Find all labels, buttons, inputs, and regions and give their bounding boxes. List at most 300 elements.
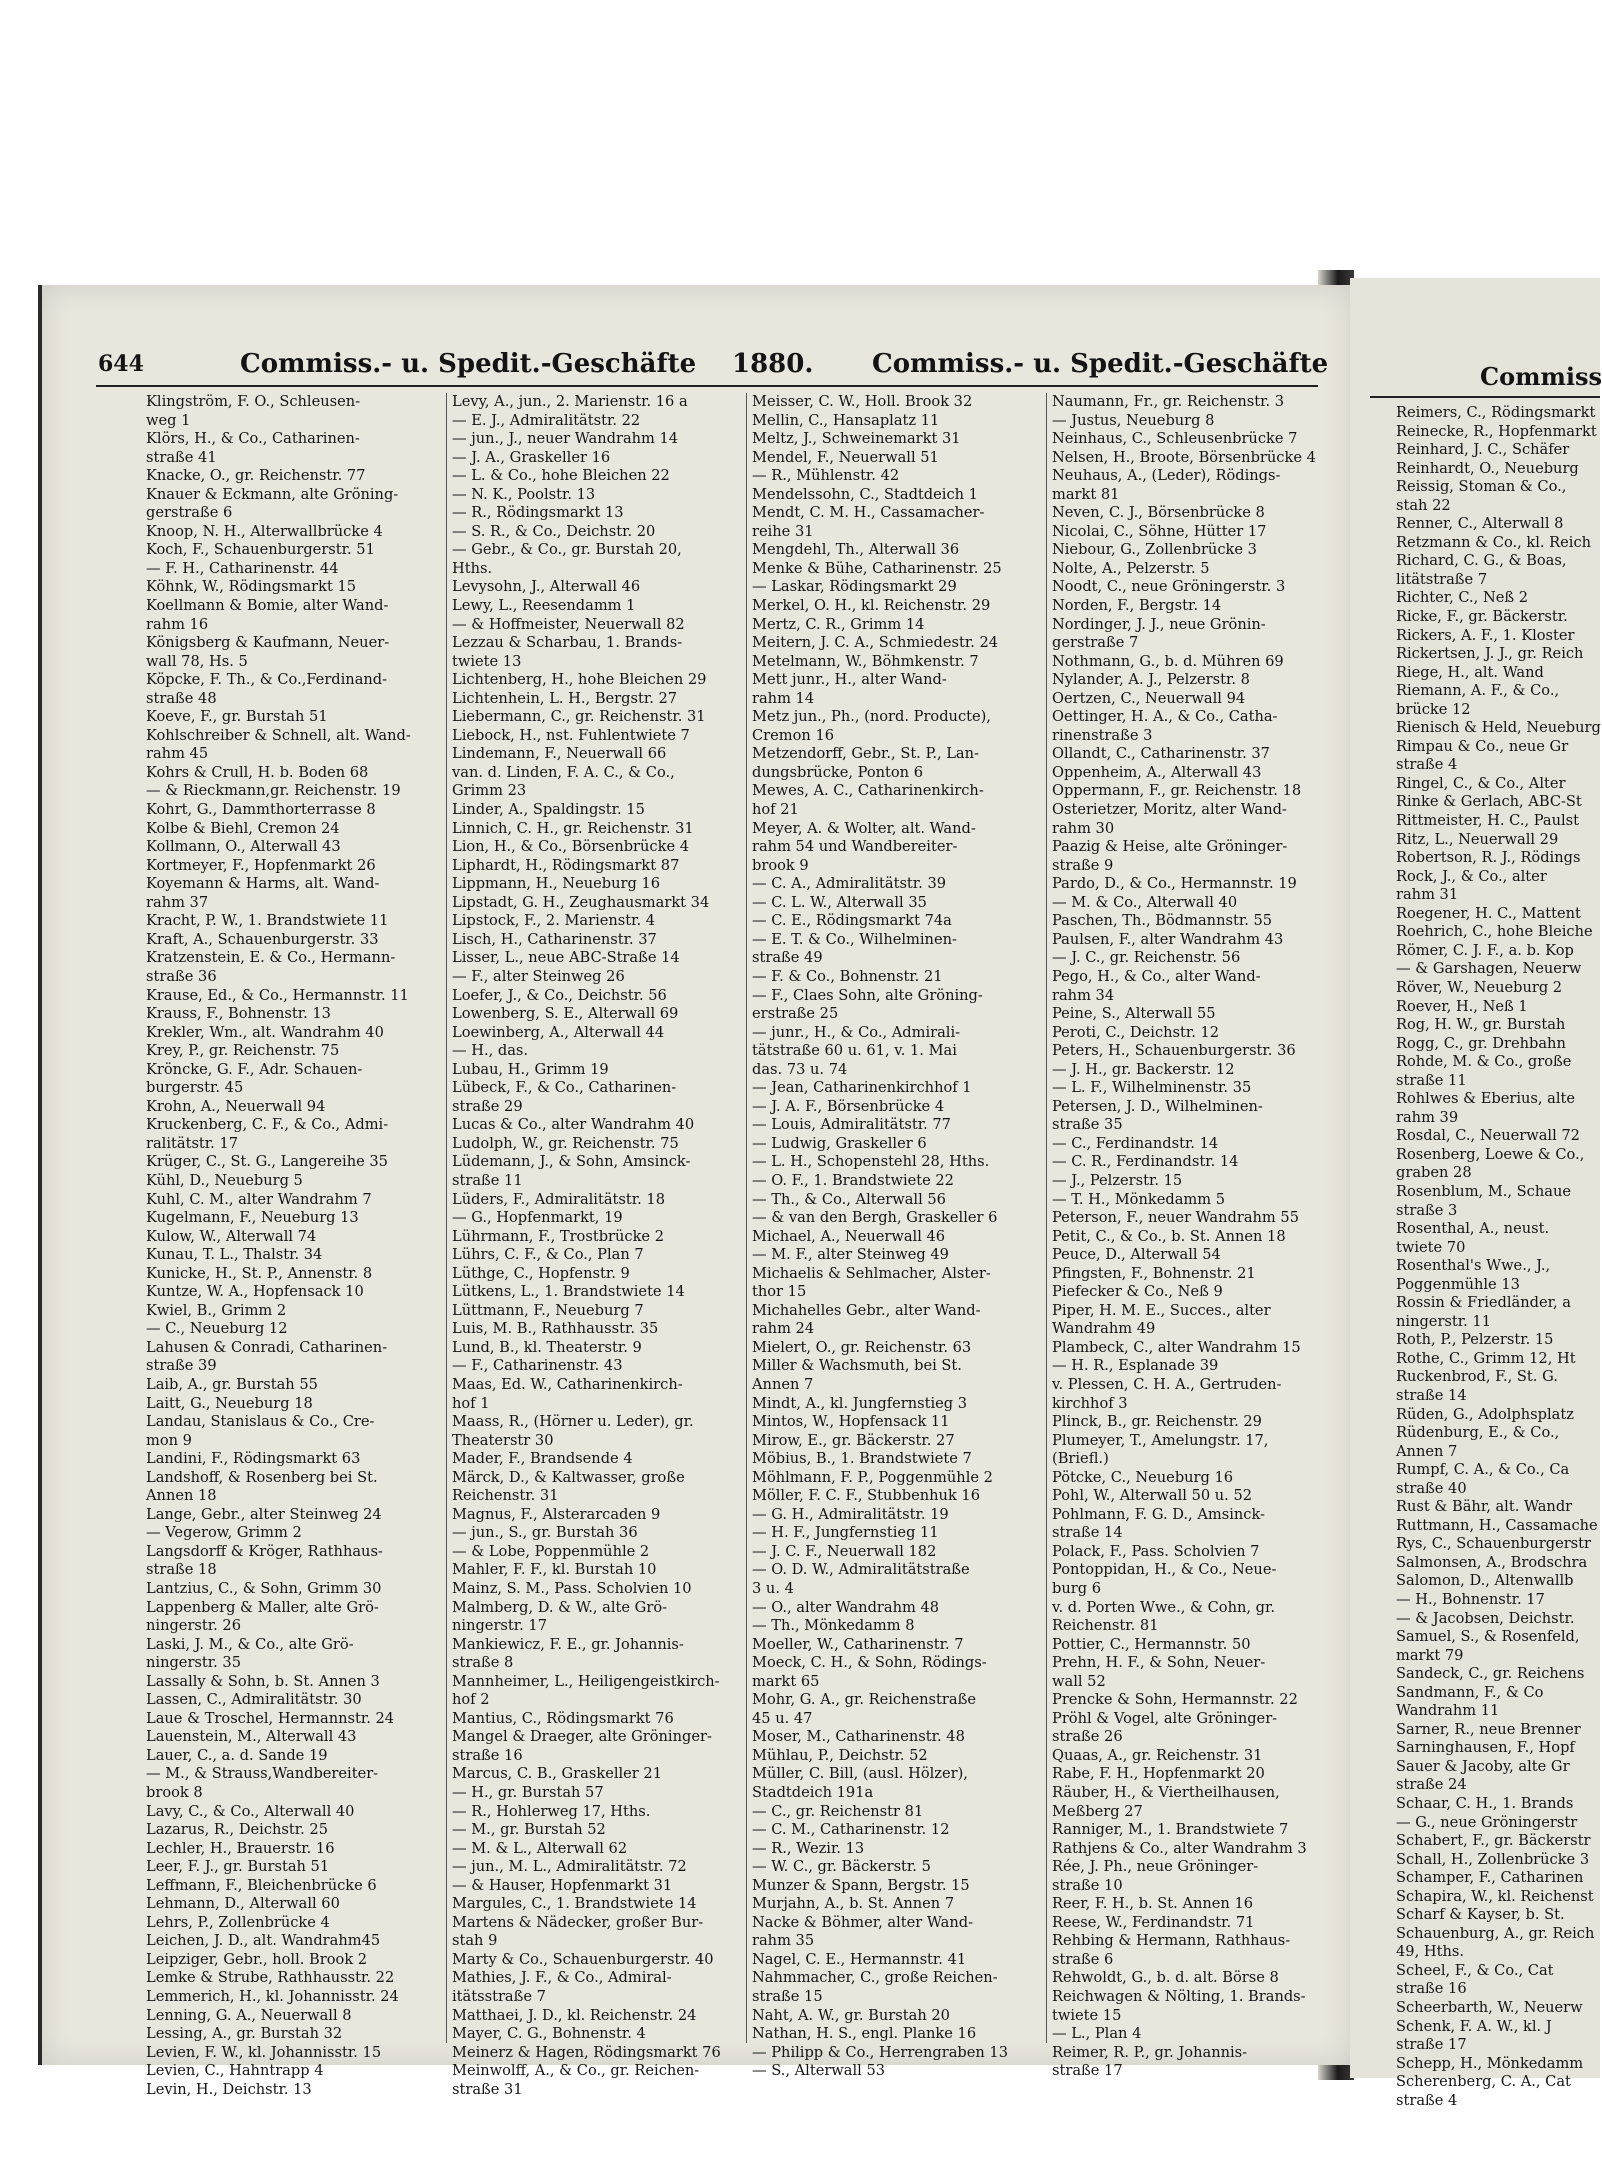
directory-entry: Roth, P., Pelzerstr. 15	[1396, 1331, 1554, 1349]
directory-entry: Lappenberg & Maller, alte Grö-	[146, 1598, 379, 1616]
directory-entry: Lenning, G. A., Neuerwall 8	[146, 2006, 352, 2024]
directory-entry: straße 24	[1396, 1776, 1467, 1794]
directory-entry: Nahmmacher, C., große Reichen-	[752, 1969, 998, 1987]
directory-entry: Scherenberg, C. A., Cat	[1396, 2073, 1571, 2091]
directory-entry: Rock, J., & Co., alter	[1396, 867, 1547, 885]
directory-entry: Lantzius, C., & Sohn, Grimm 30	[146, 1580, 382, 1597]
facing-page-title: Commiss	[1480, 362, 1602, 391]
directory-entry: Prehn, H. F., & Sohn, Neuer-	[1052, 1654, 1266, 1672]
directory-entry: Pötcke, C., Neueburg 16	[1052, 1468, 1234, 1486]
directory-entry: Peuce, D., Alterwall 54	[1052, 1246, 1221, 1264]
directory-entry: Pröhl & Vogel, alte Gröninger-	[1052, 1709, 1278, 1727]
directory-entry: Mangel & Draeger, alte Gröninger-	[452, 1728, 712, 1746]
directory-entry: Mendel, F., Neuerwall 51	[752, 448, 939, 466]
directory-entry: Lüthge, C., Hopfenstr. 9	[452, 1264, 630, 1282]
directory-entry: — S. R., & Co., Deichstr. 20	[452, 522, 656, 540]
directory-entry: twiete 70	[1396, 1238, 1466, 1256]
directory-entry: Krey, P., gr. Reichenstr. 75	[146, 1042, 340, 1060]
directory-entry: erstraße 25	[752, 1005, 839, 1023]
directory-entry: Mett junr., H., alter Wand-	[752, 671, 947, 689]
directory-entry: weg 1	[146, 411, 191, 429]
directory-entry: — Justus, Neueburg 8	[1052, 411, 1215, 429]
directory-entry: straße 4	[1396, 756, 1458, 774]
directory-entry: Rittmeister, H. C., Paulst	[1396, 812, 1580, 830]
directory-entry: — F. & Co., Bohnenstr. 21	[752, 967, 943, 985]
directory-entry: Metelmann, W., Böhmkenstr. 7	[752, 652, 979, 670]
directory-entry: brook 8	[146, 1784, 203, 1802]
directory-entry: Salmonsen, A., Brodschra	[1396, 1553, 1588, 1571]
directory-entry: straße 26	[1052, 1728, 1123, 1746]
directory-entry: — & Hauser, Hopfenmarkt 31	[452, 1876, 673, 1894]
directory-entry: Reichwagen & Nölting, 1. Brands-	[1052, 1988, 1306, 2006]
directory-entry: Wandrahm 11	[1396, 1702, 1500, 1720]
directory-entry: Annen 7	[752, 1375, 814, 1393]
directory-entry: ralitätstr. 17	[146, 1134, 239, 1152]
directory-entry: — F., Claes Sohn, alte Gröning-	[752, 986, 983, 1004]
facing-header-rule	[1370, 396, 1600, 398]
directory-entry: — L. & Co., hohe Bleichen 22	[452, 467, 670, 485]
directory-entry: Rust & Bähr, alt. Wandr	[1396, 1498, 1573, 1516]
book-page-left	[38, 285, 1352, 2098]
directory-entry: Plinck, B., gr. Reichenstr. 29	[1052, 1413, 1262, 1431]
directory-entry: straße 11	[1396, 1071, 1467, 1089]
directory-entry: Nelsen, H., Broote, Börsenbrücke 4	[1052, 448, 1316, 466]
directory-entry: — G., Hopfenmarkt, 19	[452, 1209, 623, 1227]
directory-entry: Schabert, F., gr. Bäckerstr	[1396, 1832, 1591, 1850]
directory-entry: straße 49	[752, 949, 823, 967]
directory-entry: Salomon, D., Altenwallb	[1396, 1572, 1574, 1590]
directory-entry: Koch, F., Schauenburgerstr. 51	[146, 541, 375, 559]
directory-entry: Lahusen & Conradi, Catharinen-	[146, 1338, 388, 1356]
directory-entry: thor 15	[752, 1283, 807, 1301]
directory-entry: — N. K., Poolstr. 13	[452, 485, 596, 503]
directory-entry: Ricke, F., gr. Bäckerstr.	[1396, 608, 1568, 626]
directory-entry: — O. F., 1. Brandstwiete 22	[752, 1171, 954, 1189]
directory-entry: Nicolai, C., Söhne, Hütter 17	[1052, 522, 1267, 540]
directory-entry: Koellmann & Bomie, alter Wand-	[146, 597, 389, 615]
directory-entry: — J. A. F., Börsenbrücke 4	[752, 1097, 945, 1115]
directory-entry: Langsdorff & Kröger, Rathhaus-	[146, 1542, 383, 1560]
directory-entry: Rossin & Friedländer, a	[1396, 1294, 1571, 1312]
directory-entry: Krekler, Wm., alt. Wandrahm 40	[146, 1023, 384, 1041]
directory-entry: — & Hoffmeister, Neuerwall 82	[452, 615, 685, 633]
directory-entry: Königsberg & Kaufmann, Neuer-	[146, 634, 390, 652]
directory-entry: — E. T. & Co., Wilhelminen-	[752, 930, 957, 948]
directory-entry: Rohlwes & Eberius, alte	[1396, 1090, 1576, 1108]
directory-entry: — Louis, Admiralitätstr. 77	[752, 1116, 951, 1134]
directory-entry: Annen 7	[1396, 1442, 1458, 1460]
directory-entry: — J., Pelzerstr. 15	[1052, 1171, 1183, 1189]
directory-entry: — H. R., Esplanade 39	[1052, 1357, 1219, 1375]
directory-entry: Kohrt, G., Dammthorterrasse 8	[146, 801, 376, 819]
directory-column-4	[1052, 393, 1348, 2081]
directory-entry: rahm 16	[146, 615, 209, 633]
directory-entry: Kollmann, O., Alterwall 43	[146, 838, 341, 856]
directory-entry: ningerstr. 17	[452, 1617, 547, 1635]
directory-entry: Krüger, C., St. G., Langereihe 35	[146, 1153, 388, 1171]
directory-entry: Wandrahm 49	[1052, 1320, 1156, 1338]
directory-entry: — L. F., Wilhelminenstr. 35	[1052, 1079, 1252, 1097]
directory-entry: das. 73 u. 74	[752, 1060, 848, 1078]
directory-entry: wall 78, Hs. 5	[146, 652, 248, 670]
directory-entry: straße 14	[1396, 1386, 1467, 1404]
directory-entry: — Th., & Co., Alterwall 56	[752, 1190, 946, 1208]
directory-entry: Oettinger, H. A., & Co., Catha-	[1052, 708, 1278, 726]
directory-entry: Krohn, A., Neuerwall 94	[146, 1097, 326, 1115]
directory-entry: Schamper, F., Catharinen	[1396, 1869, 1584, 1887]
directory-entry: Rosenberg, Loewe & Co.,	[1396, 1145, 1585, 1163]
directory-entry: Munzer & Spann, Bergstr. 15	[752, 1876, 970, 1894]
directory-entry: Quaas, A., gr. Reichenstr. 31	[1052, 1746, 1263, 1764]
directory-entry: Möller, F. C. F., Stubbenhuk 16	[752, 1487, 981, 1505]
directory-entry: straße 16	[1396, 1980, 1467, 1998]
directory-entry: Rüden, G., Adolphsplatz	[1396, 1405, 1574, 1423]
directory-entry: Schall, H., Zollenbrücke 3	[1396, 1850, 1590, 1868]
directory-entry: Laitt, G., Neueburg 18	[146, 1394, 313, 1412]
directory-entry: Meßberg 27	[1052, 1802, 1143, 1820]
directory-entry: Oppenheim, A., Alterwall 43	[1052, 763, 1262, 781]
book-page-right	[1350, 278, 1602, 2109]
directory-entry: Kracht, P. W., 1. Brandstwiete 11	[146, 912, 389, 930]
directory-entry: Murjahn, A., b. St. Annen 7	[752, 1895, 955, 1913]
directory-entry: Nolte, A., Pelzerstr. 5	[1052, 559, 1210, 577]
directory-entry: — R., Wezir. 13	[752, 1839, 865, 1857]
directory-entry: stah 22	[1396, 496, 1451, 514]
directory-entry: Magnus, F., Alsterarcaden 9	[452, 1505, 661, 1523]
directory-entry: Kohlschreiber & Schnell, alt. Wand-	[146, 726, 411, 744]
directory-entry: Levin, H., Deichstr. 13	[146, 2080, 312, 2098]
directory-entry: Kühl, D., Neueburg 5	[146, 1171, 303, 1189]
directory-entry: stah 9	[452, 1932, 498, 1950]
directory-entry: Lessing, A., gr. Burstah 32	[146, 2025, 343, 2043]
directory-entry: Roehrich, C., hohe Bleiche	[1396, 923, 1593, 941]
directory-entry: Köhnk, W., Rödingsmarkt 15	[146, 578, 357, 596]
directory-entry: straße 36	[146, 967, 217, 985]
directory-entry: Reinhardt, O., Neueburg	[1396, 459, 1579, 477]
directory-entry: Mertz, C. R., Grimm 14	[752, 615, 925, 633]
directory-entry: Reissig, Stoman & Co.,	[1396, 478, 1567, 496]
directory-entry: — M., & Strauss,Wandbereiter-	[146, 1765, 379, 1783]
directory-entry: Michael, A., Neuerwall 46	[752, 1227, 946, 1245]
directory-entry: — Vegerow, Grimm 2	[146, 1524, 302, 1542]
directory-entry: — J. A., Graskeller 16	[452, 448, 611, 466]
directory-entry: ningerstr. 11	[1396, 1312, 1491, 1330]
directory-entry: Lehmann, D., Alterwall 60	[146, 1895, 340, 1913]
directory-entry: graben 28	[1396, 1164, 1472, 1182]
directory-entry: straße 10	[1052, 1876, 1123, 1894]
directory-entry: — O., alter Wandrahm 48	[752, 1598, 940, 1616]
directory-entry: gerstraße 6	[146, 504, 233, 522]
directory-entry: Michahelles Gebr., alter Wand-	[752, 1301, 981, 1319]
directory-entry: Rabe, F. H., Hopfenmarkt 20	[1052, 1765, 1265, 1783]
directory-entry: Lassen, C., Admiralitätstr. 30	[146, 1691, 362, 1709]
directory-entry: Lazarus, R., Deichstr. 25	[146, 1821, 328, 1839]
directory-entry: Kraft, A., Schauenburgerstr. 33	[146, 930, 379, 948]
directory-entry: Ritz, L., Neuerwall 29	[1396, 830, 1559, 848]
directory-entry: Lemke & Strube, Rathhausstr. 22	[146, 1969, 395, 1987]
directory-entry: Pottier, C., Hermannstr. 50	[1052, 1635, 1251, 1653]
directory-entry: Meinerz & Hagen, Rödingsmarkt 76	[452, 2043, 721, 2061]
directory-entry: Römer, C. J. F., a. b. Kop	[1396, 941, 1574, 959]
directory-entry: — H., das.	[452, 1042, 529, 1060]
directory-entry: — jun., J., neuer Wandrahm 14	[452, 430, 679, 448]
directory-entry: straße 39	[146, 1357, 217, 1375]
directory-entry: 49, Hths.	[1396, 1943, 1464, 1961]
directory-entry: Kratzenstein, E. & Co., Hermann-	[146, 949, 396, 967]
directory-entry: Retzmann & Co., kl. Reich	[1396, 533, 1592, 551]
directory-entry: — F., alter Steinweg 26	[452, 967, 625, 985]
directory-entry: Reimers, C., Rödingsmarkt	[1396, 404, 1596, 421]
directory-entry: Meinwolff, A., & Co., gr. Reichen-	[452, 2062, 700, 2080]
directory-entry: markt 65	[752, 1672, 820, 1690]
directory-entry: Rosenthal, A., neust.	[1396, 1220, 1550, 1238]
directory-entry: Rothe, C., Grimm 12, Ht	[1396, 1349, 1576, 1367]
directory-entry: Kwiel, B., Grimm 2	[146, 1301, 287, 1319]
directory-entry: Cremon 16	[752, 726, 835, 744]
directory-entry: Rée, J. Ph., neue Gröninger-	[1052, 1858, 1259, 1876]
directory-entry: Meitern, J. C. A., Schmiedestr. 24	[752, 634, 999, 652]
directory-entry: Schaar, C. H., 1. Brands	[1396, 1795, 1574, 1813]
directory-entry: straße 8	[452, 1654, 514, 1672]
directory-entry: itätsstraße 7	[452, 1988, 546, 2006]
directory-entry: — C. E., Rödingsmarkt 74a	[752, 912, 952, 930]
directory-entry: Naht, A. W., gr. Burstah 20	[752, 2006, 950, 2024]
directory-entry: Lowenberg, S. E., Alterwall 69	[452, 1005, 679, 1023]
directory-entry: Liebermann, C., gr. Reichenstr. 31	[452, 708, 706, 726]
directory-entry: Kruckenberg, C. F., & Co., Admi-	[146, 1116, 389, 1134]
directory-entry: Piper, H. M. E., Succes., alter	[1052, 1301, 1271, 1319]
directory-entry: — C. L. W., Alterwall 35	[752, 893, 927, 911]
directory-entry: Loefer, J., & Co., Deichstr. 56	[452, 986, 667, 1004]
directory-entry: Lührs, C. F., & Co., Plan 7	[452, 1246, 644, 1264]
directory-entry: 3 u. 4	[752, 1580, 794, 1597]
directory-entry: Miller & Wachsmuth, bei St.	[752, 1357, 962, 1375]
directory-entry: straße 4	[1396, 2091, 1458, 2109]
directory-entry: Schauenburg, A., gr. Reich	[1396, 1924, 1595, 1942]
directory-entry: Lichtenberg, H., hohe Bleichen 29	[452, 671, 707, 689]
directory-entry: Meyer, A. & Wolter, alt. Wand-	[752, 819, 976, 837]
directory-entry: Reese, W., Ferdinandstr. 71	[1052, 1913, 1255, 1931]
directory-entry: Pontoppidan, H., & Co., Neue-	[1052, 1561, 1277, 1579]
directory-entry: Pardo, D., & Co., Hermannstr. 19	[1052, 875, 1297, 893]
directory-entry: Nacke & Böhmer, alter Wand-	[752, 1913, 974, 1931]
directory-entry: Nathan, H. S., engl. Planke 16	[752, 2025, 977, 2043]
directory-entry: markt 79	[1396, 1646, 1464, 1664]
directory-entry: Renner, C., Alterwall 8	[1396, 515, 1564, 533]
directory-entry: Mengdehl, Th., Alterwall 36	[752, 541, 960, 559]
directory-entry: — C., Neueburg 12	[146, 1320, 288, 1338]
directory-entry: Ruttmann, H., Cassamache	[1396, 1516, 1598, 1534]
directory-entry: Rienisch & Held, Neueburg	[1396, 719, 1601, 737]
directory-entry: Linder, A., Spaldingstr. 15	[452, 801, 645, 819]
directory-entry: straße 14	[1052, 1524, 1123, 1542]
directory-entry: Linnich, C. H., gr. Reichenstr. 31	[452, 819, 694, 837]
directory-entry: rahm 54 und Wandbereiter-	[752, 838, 958, 856]
directory-entry: Lauer, C., a. d. Sande 19	[146, 1746, 328, 1764]
directory-entry: rahm 14	[752, 689, 815, 707]
directory-entry: Levy, A., jun., 2. Marienstr. 16 a	[452, 393, 688, 410]
directory-entry: Knoop, N. H., Alterwallbrücke 4	[146, 522, 383, 540]
directory-entry: Möbius, B., 1. Brandstwiete 7	[752, 1450, 972, 1468]
directory-entry: twiete 15	[1052, 2006, 1122, 2024]
directory-entry: Mellin, C., Hansaplatz 11	[752, 411, 940, 429]
directory-entry: ningerstr. 35	[146, 1654, 241, 1672]
directory-column-3	[752, 393, 1048, 2081]
directory-entry: Mainz, S. M., Pass. Scholvien 10	[452, 1580, 692, 1597]
directory-entry: hof 1	[452, 1394, 490, 1412]
directory-entry: Scheel, F., & Co., Cat	[1396, 1961, 1554, 1979]
directory-entry: straße 31	[452, 2080, 523, 2098]
directory-entry: rahm 30	[1052, 819, 1115, 837]
directory-entry: — T. H., Mönkedamm 5	[1052, 1190, 1225, 1208]
directory-entry: — & van den Bergh, Graskeller 6	[752, 1209, 998, 1227]
directory-entry: Lichtenhein, L. H., Bergstr. 27	[452, 689, 678, 707]
directory-entry: Lübeck, F., & Co., Catharinen-	[452, 1079, 677, 1097]
directory-entry: — L., Plan 4	[1052, 2025, 1142, 2043]
directory-entry: Pohl, W., Alterwall 50 u. 52	[1052, 1487, 1253, 1505]
directory-entry: Sauer & Jacoby, alte Gr	[1396, 1757, 1570, 1775]
directory-entry: Moeck, C. H., & Sohn, Rödings-	[752, 1654, 987, 1672]
directory-entry: Leipziger, Gebr., holl. Brook 2	[146, 1950, 368, 1968]
directory-entry: straße 41	[146, 448, 217, 466]
directory-entry: straße 9	[1052, 856, 1114, 874]
directory-entry: straße 40	[1396, 1479, 1467, 1497]
directory-entry: v. d. Porten Wwe., & Cohn, gr.	[1052, 1598, 1275, 1616]
directory-entry: Mielert, O., gr. Reichenstr. 63	[752, 1338, 972, 1356]
directory-entry: Moeller, W., Catharinenstr. 7	[752, 1635, 964, 1653]
directory-entry: — Gebr., & Co., gr. Burstah 20,	[452, 541, 682, 559]
directory-entry: — S., Alterwall 53	[752, 2062, 886, 2080]
directory-entry: — & Lobe, Poppenmühle 2	[452, 1542, 650, 1560]
directory-entry: Koyemann & Harms, alt. Wand-	[146, 875, 380, 893]
directory-entry: Peters, H., Schauenburgerstr. 36	[1052, 1042, 1296, 1060]
directory-entry: Petit, C., & Co., b. St. Annen 18	[1052, 1227, 1286, 1245]
directory-entry: Schepp, H., Mönkedamm	[1396, 2054, 1584, 2072]
directory-entry: Levien, C., Hahntrapp 4	[146, 2062, 324, 2080]
directory-entry: Merkel, O. H., kl. Reichenstr. 29	[752, 597, 991, 615]
directory-entry: Laski, J. M., & Co., alte Grö-	[146, 1635, 354, 1653]
directory-entry: rinenstraße 3	[1052, 726, 1153, 744]
directory-entry: — Philipp & Co., Herrengraben 13	[752, 2043, 1008, 2061]
directory-entry: Martens & Nädecker, großer Bur-	[452, 1913, 704, 1931]
directory-entry: Landshoff, & Rosenberg bei St.	[146, 1468, 378, 1486]
directory-entry: Metz jun., Ph., (nord. Producte),	[752, 708, 991, 726]
directory-entry: — & Jacobsen, Deichstr.	[1396, 1609, 1575, 1627]
directory-entry: Loewinberg, A., Alterwall 44	[452, 1023, 665, 1041]
directory-entry: Leer, F. J., gr. Burstah 51	[146, 1858, 330, 1876]
directory-entry: — & Rieckmann,gr. Reichenstr. 19	[146, 782, 401, 800]
directory-entry: Peroti, C., Deichstr. 12	[1052, 1023, 1220, 1041]
page-header	[42, 347, 1352, 385]
directory-entry: Kröncke, G. F., Adr. Schauen-	[146, 1060, 363, 1078]
directory-entry: Lütkens, L., 1. Brandstwiete 14	[452, 1283, 685, 1301]
directory-entry: — C. A., Admiralitätstr. 39	[752, 875, 947, 893]
directory-entry: — jun., S., gr. Burstah 36	[452, 1524, 638, 1542]
directory-entry: Lehrs, P., Zollenbrücke 4	[146, 1913, 330, 1931]
directory-entry: Rimpau & Co., neue Gr	[1396, 737, 1569, 755]
directory-entry: Hths.	[452, 559, 493, 577]
directory-entry: rahm 31	[1396, 886, 1459, 904]
directory-entry: Koeve, F., gr. Burstah 51	[146, 708, 328, 726]
directory-entry: Reinhard, J. C., Schäfer	[1396, 441, 1570, 459]
directory-entry: Krauss, F., Bohnenstr. 13	[146, 1005, 331, 1023]
directory-entry: — J. C., gr. Reichenstr. 56	[1052, 949, 1241, 967]
directory-entry: Meltz, J., Schweinemarkt 31	[752, 430, 961, 448]
directory-entry: Reimer, R. P., gr. Johannis-	[1052, 2043, 1248, 2061]
directory-entry: brücke 12	[1396, 700, 1471, 718]
directory-entry: Kortmeyer, F., Hopfenmarkt 26	[146, 856, 376, 874]
directory-entry: rahm 45	[146, 745, 209, 763]
directory-entry: Kulow, W., Alterwall 74	[146, 1227, 317, 1245]
directory-entry: 45 u. 47	[752, 1709, 813, 1727]
directory-entry: — & Garshagen, Neuerw	[1396, 960, 1582, 978]
directory-entry: Laue & Troschel, Hermannstr. 24	[146, 1709, 395, 1727]
directory-entry: Rys, C., Schauenburgerstr	[1396, 1535, 1592, 1553]
directory-entry: Mintos, W., Hopfensack 11	[752, 1413, 950, 1431]
directory-entry: Pohlmann, F. G. D., Amsinck-	[1052, 1505, 1265, 1523]
directory-entry: Nagel, C. E., Hermannstr. 41	[752, 1950, 967, 1968]
directory-entry: Mewes, A. C., Catharinenkirch-	[752, 782, 984, 800]
directory-entry: Möhlmann, F. P., Poggenmühle 2	[752, 1468, 993, 1486]
directory-entry: — F., Catharinenstr. 43	[452, 1357, 623, 1375]
directory-entry: Sandeck, C., gr. Reichens	[1396, 1665, 1585, 1683]
directory-entry: Annen 18	[146, 1487, 217, 1505]
directory-entry: Rathjens & Co., alter Wandrahm 3	[1052, 1839, 1307, 1857]
directory-entry: Nylander, A. J., Pelzerstr. 8	[1052, 671, 1250, 689]
directory-entry: straße 17	[1396, 2036, 1467, 2054]
directory-entry: straße 11	[452, 1171, 523, 1189]
directory-entry: Röver, W., Neueburg 2	[1396, 978, 1563, 996]
directory-entry: Müller, C. Bill, (ausl. Hölzer),	[752, 1765, 968, 1783]
directory-entry: Samuel, S., & Rosenfeld,	[1396, 1628, 1580, 1646]
directory-entry: rahm 34	[1052, 986, 1115, 1004]
directory-entry: Paschen, Th., Bödmannstr. 55	[1052, 912, 1273, 930]
directory-entry: Krause, Ed., & Co., Hermannstr. 11	[146, 986, 409, 1004]
directory-entry: — Laskar, Rödingsmarkt 29	[752, 578, 957, 596]
directory-entry: straße 15	[752, 1988, 823, 2006]
directory-entry: Peine, S., Alterwall 55	[1052, 1005, 1216, 1023]
directory-entry: Kugelmann, F., Neueburg 13	[146, 1209, 359, 1227]
directory-entry: — E. J., Admiralitätstr. 22	[452, 411, 641, 429]
directory-entry: straße 3	[1396, 1201, 1458, 1219]
directory-entry: straße 6	[1052, 1950, 1114, 1968]
directory-entry: Landau, Stanislaus & Co., Cre-	[146, 1413, 375, 1431]
directory-entry: Margules, C., 1. Brandstwiete 14	[452, 1895, 697, 1913]
directory-column-facing	[1396, 404, 1600, 2110]
directory-entry: straße 29	[452, 1097, 523, 1115]
directory-entry: Rosdal, C., Neuerwall 72	[1396, 1127, 1580, 1145]
directory-entry: — R., Hohlerweg 17, Hths.	[452, 1802, 651, 1820]
directory-entry: Poggenmühle 13	[1396, 1275, 1520, 1293]
directory-entry: Lauenstein, M., Alterwall 43	[146, 1728, 357, 1746]
directory-entry: (Briefl.)	[1052, 1450, 1109, 1468]
year-label: 1880.	[732, 349, 814, 379]
directory-entry: Maass, R., (Hörner u. Leder), gr.	[452, 1413, 694, 1431]
directory-entry: Kuntze, W. A., Hopfensack 10	[146, 1283, 364, 1301]
directory-entry: dungsbrücke, Ponton 6	[752, 763, 924, 781]
directory-entry: v. Plessen, C. H. A., Gertruden-	[1052, 1375, 1282, 1393]
directory-entry: Noodt, C., neue Gröningerstr. 3	[1052, 578, 1286, 596]
directory-entry: tätstraße 60 u. 61, v. 1. Mai	[752, 1042, 957, 1060]
directory-entry: rahm 24	[752, 1320, 815, 1338]
directory-entry: Kolbe & Biehl, Cremon 24	[146, 819, 340, 837]
directory-entry: — M. & L., Alterwall 62	[452, 1839, 628, 1857]
directory-entry: Ludolph, W., gr. Reichenstr. 75	[452, 1134, 679, 1152]
directory-entry: Pfingsten, F., Bohnenstr. 21	[1052, 1264, 1256, 1282]
directory-entry: — H., gr. Burstah 57	[452, 1784, 604, 1802]
page-number: 644	[98, 351, 144, 377]
directory-entry: Neinhaus, C., Schleusenbrücke 7	[1052, 430, 1298, 448]
